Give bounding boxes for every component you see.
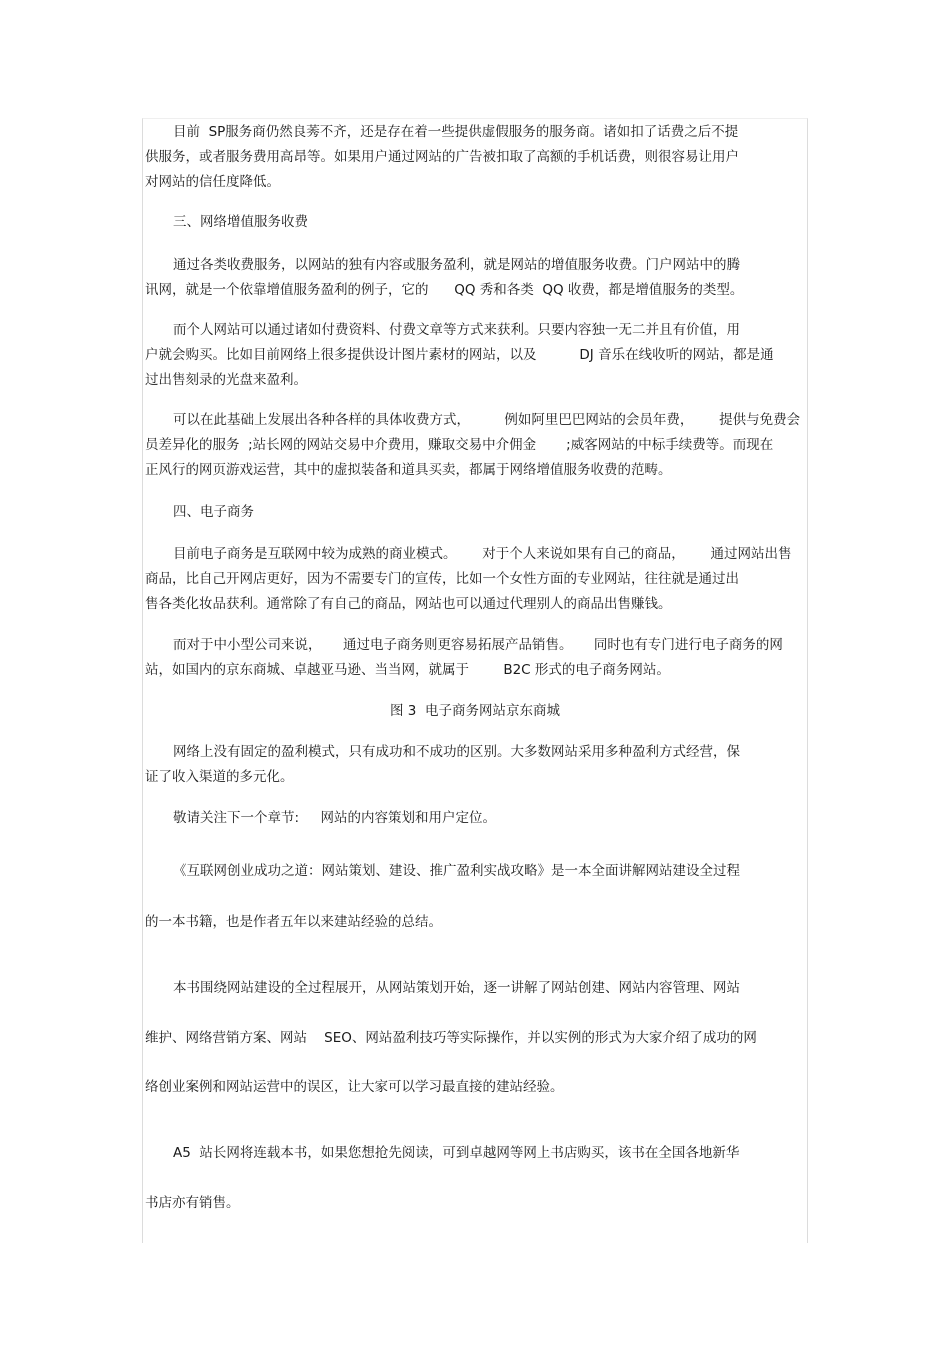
text-line: A5 站长网将连载本书，如果您想抢先阅读，可到卓越网等网上书店购买，该书在全国各地新华 xyxy=(173,1145,740,1161)
text-line: 书店亦有销售。 xyxy=(145,1195,240,1211)
section-heading: 三、网络增值服务收费 xyxy=(173,214,308,230)
text-line: 供服务，或者服务费用高昂等。如果用户通过网站的广告被扣取了高额的手机话费，则很容易让用户 xyxy=(145,149,739,165)
text-line: 络创业案例和网站运营中的误区，让大家可以学习最直接的建站经验。 xyxy=(145,1079,564,1095)
text-line: 目前 SP服务商仍然良莠不齐，还是存在着一些提供虚假服务的服务商。诸如扣了话费之后不提 xyxy=(173,124,739,140)
text-line: 正风行的网页游戏运营，其中的虚拟装备和道具买卖，都属于网络增值服务收费的范畴。 xyxy=(145,462,672,478)
text-line: 敬请关注下一个章节: 网站的内容策划和用户定位。 xyxy=(173,810,497,826)
text-line: 户就会购买。比如目前网络上很多提供设计图片素材的网站，以及 DJ 音乐在线收听的网站，都是通 xyxy=(145,347,774,363)
text-line: 的一本书籍，也是作者五年以来建站经验的总结。 xyxy=(145,914,442,930)
text-line: 而个人网站可以通过诸如付费资料、付费文章等方式来获利。只要内容独一无二并且有价值，用 xyxy=(173,322,740,338)
text-line: 售各类化妆品获利。通常除了有自己的商品，网站也可以通过代理别人的商品出售赚钱。 xyxy=(145,596,672,612)
text-line: 《互联网创业成功之道：网站策划、建设、推广盈利实战攻略》是一本全面讲解网站建设全过程 xyxy=(173,863,740,879)
text-line: 对网站的信任度降低。 xyxy=(145,174,280,190)
text-line: 而对于中小型公司来说， 通过电子商务则更容易拓展产品销售。 同时也有专门进行电子商务的网 xyxy=(173,637,783,653)
text-line: 商品，比自己开网店更好，因为不需要专门的宣传，比如一个女性方面的专业网站，往往就是通过出 xyxy=(145,571,739,587)
text-line: 可以在此基础上发展出各种各样的具体收费方式， 例如阿里巴巴网站的会员年费， 提供与免费会 xyxy=(173,412,801,428)
text-line: 通过各类收费服务，以网站的独有内容或服务盈利，就是网站的增值服务收费。门户网站中的腾 xyxy=(173,257,740,273)
text-line: 维护、网络营销方案、网站 SEO、网站盈利技巧等实际操作，并以实例的形式为大家介绍了成功的网 xyxy=(145,1030,757,1046)
text-line: 员差异化的服务 ;站长网的网站交易中介费用，赚取交易中介佣金 ;威客网站的中标手续费等。而现在 xyxy=(145,437,774,453)
figure-caption: 图 3 电子商务网站京东商城 xyxy=(390,703,560,719)
text-line: 站，如国内的京东商城、卓越亚马逊、当当网，就属于 B2C 形式的电子商务网站。 xyxy=(145,662,670,678)
text-line: 讯网，就是一个依靠增值服务盈利的例子，它的 QQ 秀和各类 QQ 收费，都是增值服务的类型。 xyxy=(145,282,744,298)
text-line: 本书围绕网站建设的全过程展开，从网站策划开始，逐一讲解了网站创建、网站内容管理、网站 xyxy=(173,980,740,996)
text-line: 过出售刻录的光盘来盈利。 xyxy=(145,372,307,388)
section-heading: 四、电子商务 xyxy=(173,504,254,520)
text-line: 证了收入渠道的多元化。 xyxy=(145,769,294,785)
text-line: 网络上没有固定的盈利模式，只有成功和不成功的区别。大多数网站采用多种盈利方式经营，保 xyxy=(173,744,740,760)
text-line: 目前电子商务是互联网中较为成熟的商业模式。 对于个人来说如果有自己的商品， 通过网站出售 xyxy=(173,546,792,562)
